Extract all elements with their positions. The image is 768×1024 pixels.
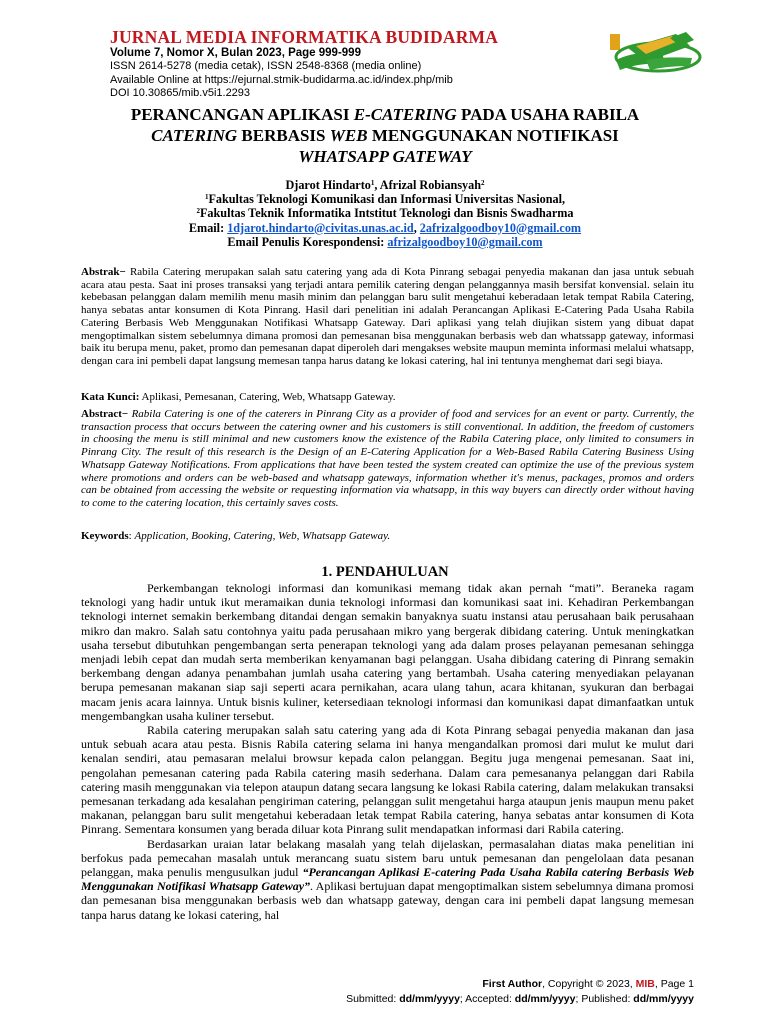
paragraph: Perkembangan teknologi informasi dan komunikasi memang tidak akan pernah “mati”. Beraneka ragam teknologi yang hadir untuk ikut meramaikan dunia teknologi informasi dan komunikasi saat ini. Kehadiran Perkembangan teknologi internet semakin berkembang ditandai dengan semakin banyaknya suatu instansi atau perusahaan baik perusahaan mikro dan makro. Salah satu contohnya yaitu pada perusahaan mikro yang bergerak dibidang catering. Untuk meningkatkan usaha tersebut dibutuhkan pengembangan serta penerapan teknologi yang ada dalam proses pelayanan pemesanan sehingga menjadi lebih cepat dan mudah serta memberikan kenyamanan bagi pelanggan. Usaha dibidang catering di Pinrang semakin berkembang dengan adanya penambahan jumlah usaha catering yang bertambah. Usaha catering menyediakan pelayanan berupa pemesanan makanan siap saji seperti acara pernikahan, acara ulang tahun, acara khitanan, syukuran dan berbagai macam jenis acara lainnya. Untuk bisnis kuliner, ketersediaan teknologi informasi dan komunikasi dapat dimanfaatkan untuk mengembangkan usaha kuliner tersebut. xyxy=(81,581,694,723)
footer-copyright: First Author, Copyright © 2023, MIB, Page 1 xyxy=(482,978,694,990)
journal-volume: Volume 7, Nomor X, Bulan 2023, Page 999-999 xyxy=(110,47,361,59)
abstract-indonesian xyxy=(81,266,694,368)
author-emails: Email: 1djarot.hindarto@civitas.unas.ac.id, 2afrizalgoodboy10@gmail.com xyxy=(188,220,582,235)
keywords-english: Keywords: Application, Booking, Catering, Web, Whatsapp Gateway. xyxy=(81,530,391,542)
journal-name: JURNAL MEDIA INFORMATIKA BUDIDARMA xyxy=(110,27,499,47)
affiliation-1: $^1$Fakultas Teknologi Komunikasi dan Informasi Universitas Nasional, xyxy=(204,192,566,207)
journal-url: Available Online at https://ejurnal.stmik-budidarma.ac.id/index.php/mib xyxy=(110,73,453,86)
journal-doi: DOI 10.30865/mib.v5i1.2293 xyxy=(110,87,251,100)
author-names: Djarot Hindarto$^1$, Afrizal Robiansyah$^2$ xyxy=(285,178,485,192)
email-link-2[interactable]: 2afrizalgoodboy10@gmail.com xyxy=(419,220,582,235)
abstract-en-text: Rabila Catering is one of the caterers in Pinrang City as a provider of food and services for an event or party. Currently, the transaction process that occurs between the catering owner and his customers is still conventional. In addition, the freedom of customers in choosing the menu is still minimal and new customers know the existence of the Rabila Catering place, only limited to consumers in Pinrang City. The result of this research is the Design of an E-Catering Application for a Web-Based Rabila Catering Business Using Whatsapp Gateway Notifications. From applications that have been tested the system created can optimize the use of the previous system where promotions and orders can be web-based and whatsapp gateways, information whether it's menus, packages, promos and orders can be obtained from accessing the website or requesting information via whatsapp, in this way buyers can directly order without having to come to the catering location, this certainly saves costs. xyxy=(81,408,694,509)
author-block xyxy=(80,178,690,249)
email-link-1[interactable]: 1djarot.hindarto@civitas.unas.ac.id xyxy=(227,220,414,235)
keywords-indonesian: Kata Kunci: Aplikasi, Pemesanan, Catering, Web, Whatsapp Gateway. xyxy=(81,391,396,403)
abstract-english xyxy=(81,408,694,510)
abstract-label: Abstrak− xyxy=(81,266,126,278)
abstract-en-label: Abstract− xyxy=(81,408,129,420)
section-heading: 1. PENDAHULUAN xyxy=(321,564,449,580)
journal-issn: ISSN 2614-5278 (media cetak), ISSN 2548-8368 (media online) xyxy=(110,60,422,72)
paragraph: Berdasarkan uraian latar belakang masalah yang telah dijelaskan, permasalahan diatas maka penelitian ini berfokus pada pemecahan masalah untuk merancang suatu sistem baru untuk pemesanan dan pengelolaan data pesanan pelanggan, maka penulis mengusulkan judul “Perancangan Aplikasi E-catering Pada Usaha Rabila catering Berbasis Web Menggunakan Notifikasi Whatsapp Gateway”. Aplikasi bertujuan dapat mengoptimalkan sistem sebelumnya dimana promosi dan pemesanan bisa menggunakan berbasis web dan whatsapp gateway, dengan cara ini pembeli dapat langsung memesan tanpa harus datang ke lokasi catering, hal xyxy=(81,836,695,922)
abstract-text: Rabila Catering merupakan salah satu catering yang ada di Kota Pinrang sebagai penyedia makanan dan jasa untuk sebuah acara atau pesta. Saat ini proses transaksi yang terjadi antara pemilik catering dengan pelanggannya masih bersifat konvensial. selain itu kebebasan pelanggan dalam memilih menu masih minim dan pelanggan baru sulit mengetahui keberadaan letak tempat Rabila Catering, hanya sebatas antar konsumen di Kota Pinrang. Hasil dari penelitian ini adalah Perancangan Aplikasi E-Catering Pada Usaha Rabila Catering Berbasis Web Menggunakan Notifikasi Whatsapp Gateway. Dari aplikasi yang telah diujikan sistem yang dibuat dapat mengoptimalkan sistem sebelumnya dimana promosi dan pemesanan bisa menggunakan berbasis web dan whatssapp gateway, informasi baik itu berupa menu, paket, promo dan pemesanan dapat diperoleh dari mengakses website maupun meminta informasi melalui whatsapp, dengan cara ini pembeli dapat langsung memesan tanpa harus datang ke lokasi catering, hal ini tentunya menghemat dari segi biaya. xyxy=(81,266,694,367)
journal-header xyxy=(110,26,610,101)
affiliation-2: $^2$Fakultas Teknik Informatika Intstitut Teknologi dan Bisnis Swadharma xyxy=(196,206,574,221)
article-title: PERANCANGAN APLIKASI E-CATERING PADA USAHA RABILA CATERING BERBASIS WEB MENGGUNAKAN NOTIFIKASI WHATSAPP GATEWAY xyxy=(130,105,640,166)
mib-journal-logo-icon xyxy=(606,24,702,80)
corresponding-email: Email Penulis Korespondensi: afrizalgoodboy10@gmail.com xyxy=(227,234,543,249)
footer-dates: Submitted: dd/mm/yyyy; Accepted: dd/mm/yyyy; Published: dd/mm/yyyy xyxy=(346,993,694,1005)
corresponding-email-link[interactable]: afrizalgoodboy10@gmail.com xyxy=(387,234,543,249)
section-body xyxy=(81,581,694,922)
paragraph: Rabila catering merupakan salah satu catering yang ada di Kota Pinrang sebagai penyedia makanan dan jasa untuk sebuah acara atau pesta. Bisnis Rabila catering selama ini hanya mengandalkan promosi dari mulut ke mulut dari kenalan sendiri, atau pemasaran melalui browsur kepada calon pelanggan. Begitu juga mengenai pemesanan. Saat ini, pengolahan pemesanan catering pada Rabila catering masih sederhana. Dalam cara pemesananya pelanggan dari Rabila catering masih menggunakan via telepon ataupun datang secara langsung ke lokasi Rabila catering, dalam melakukan transaksi pemesanan terkadang ada kesalahan pengiriman catering, pelanggan sulit mengetahui harga ataupun jenis maupun menu paket makanan, pelanggan baru sulit mengetahui keberadaan letak tempat Rabila catering, hanya sebatas antar konsumen di Kota Pinrang. Sementara konsumen yang berada diluar kota Pinrang sulit mendapatkan informasi dari Rabila catering. xyxy=(81,723,694,837)
